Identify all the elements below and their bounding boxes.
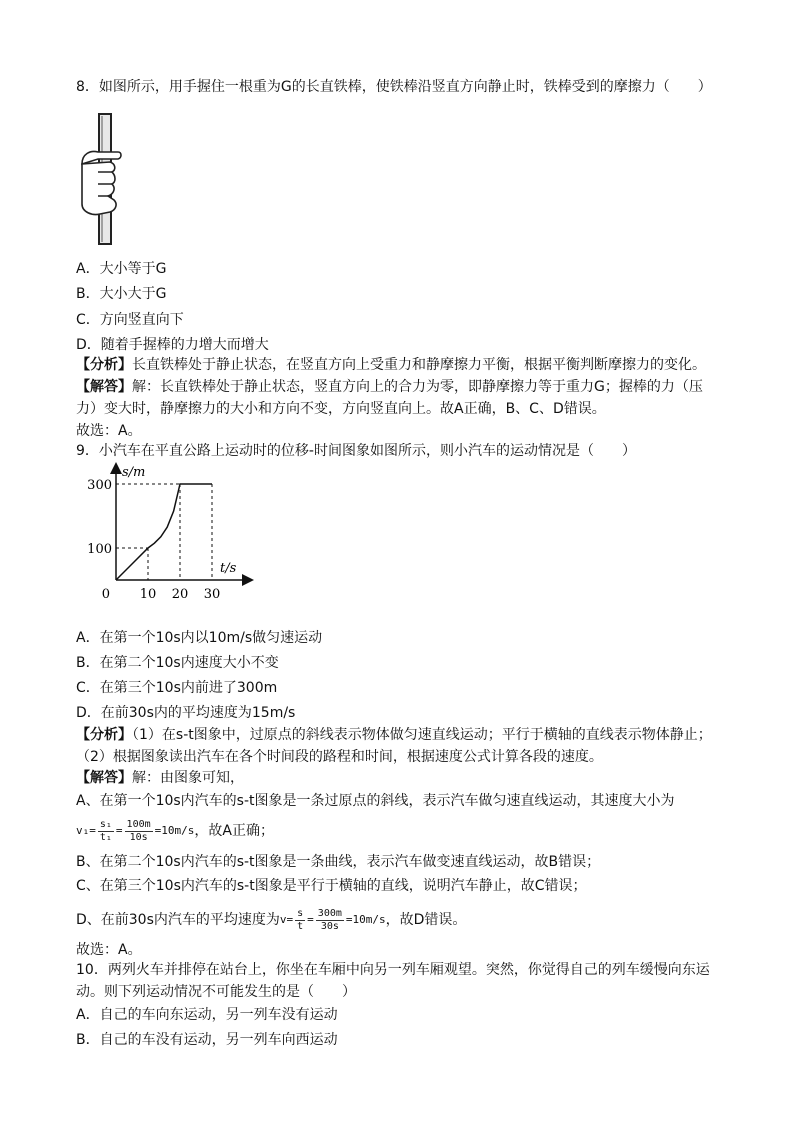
q9-answer-b: B、在第二个10s内汽车的s-t图象是一条曲线，表示汽车做变速直线运动，故B错误；: [76, 854, 601, 870]
q10-option-b: B．自己的车没有运动，另一列车向西运动: [76, 1032, 338, 1048]
q10-stem: 10．两列火车并排停在站台上，你坐在车厢中向另一列车厢观望。突然，你觉得自己的列车缓慢向东运: [76, 962, 710, 978]
q8-option-d: D．随着手握棒的力增大而增大: [76, 337, 269, 353]
formula-tail: ，故A正确；: [194, 823, 274, 839]
x-tick-label: 30: [203, 587, 221, 602]
y-tick-label: 300: [87, 478, 112, 493]
q9-option-b: B．在第二个10s内速度大小不变: [76, 655, 279, 671]
x-tick-label: 0: [101, 587, 110, 602]
q9-option-a: A．在第一个10s内以10m/s做匀速运动: [76, 630, 323, 646]
q10-option-a: A．自己的车向东运动，另一列车没有运动: [76, 1007, 338, 1023]
q9-stem: 9．小汽车在平直公路上运动时的位移-时间图象如图所示，则小汽车的运动情况是（ ）: [76, 443, 636, 459]
q8-choose: 故选：A。: [76, 423, 142, 439]
q9-analysis: [76, 725, 712, 745]
fraction: $\frac{100m}{10s}$: [126, 818, 151, 843]
x-tick-label: 20: [171, 587, 189, 602]
analysis-text: （1）在s-t图象中，过原点的斜线表示物体做匀速直线运动；平行于横轴的直线表示物体静止；: [132, 727, 712, 743]
q8-answer: [76, 377, 703, 397]
q8-analysis: [76, 355, 706, 375]
q8-answer-cont: 力）变大时，静摩擦力的大小和方向不变，方向竖直向上。故A正确，B、C、D错误。: [76, 401, 606, 417]
q8-option-b: B．大小大于G: [76, 286, 167, 302]
q9-formula-v1: v₁= $\frac{\text{s₁}}{\text{t₁}}$ = $\frac{100m}{10s}$ =10m/s ，故A正确；: [76, 818, 274, 843]
q9-option-d: D．在前30s内的平均速度为15m/s: [76, 705, 296, 721]
displacement-time-chart: [80, 460, 260, 610]
q9-analysis-cont: （2）根据图象读出汽车在各个时间段的路程和时间，根据速度公式计算各段的速度。: [76, 749, 603, 765]
q9-answer-c: C、在第三个10s内汽车的s-t图象是平行于横轴的直线，说明汽车静止，故C错误；: [76, 878, 587, 894]
hand-gripping-rod-illustration: [80, 112, 124, 248]
q10-stem-cont: 动。则下列运动情况不可能发生的是（ ）: [76, 984, 356, 1000]
fraction: $\frac{\text{s₁}}{\text{t₁}}$: [99, 818, 112, 843]
answer-tag: 【解答】: [76, 379, 132, 395]
answer-tag: 【解答】: [76, 770, 132, 786]
q9-answer-d: D、在前30s内汽车的平均速度为 v= $\frac{s}{t}$ = $\frac{300m}{30s}$ =10m/s ，故D错误。: [76, 907, 467, 932]
q9-option-c: C．在第三个10s内前进了300m: [76, 680, 278, 696]
q8-stem: 8．如图所示，用手握住一根重为G的长直铁棒，使铁棒沿竖直方向静止时，铁棒受到的摩擦力（ ）: [76, 79, 712, 95]
answer-text: 解：长直铁棒处于静止状态，竖直方向上的合力为零，即静摩擦力等于重力G；握棒的力（压: [132, 379, 703, 395]
fraction: $\frac{s}{t}$: [297, 907, 304, 932]
analysis-text: 长直铁棒处于静止状态，在竖直方向上受重力和静摩擦力平衡，根据平衡判断摩擦力的变化。: [132, 357, 706, 373]
fraction: $\frac{300m}{30s}$: [317, 907, 342, 932]
x-axis-label: t/s: [220, 561, 237, 576]
q9-answer-a: A、在第一个10s内汽车的s-t图象是一条过原点的斜线，表示汽车做匀速直线运动，其速度大小为: [76, 793, 675, 809]
analysis-tag: 【分析】: [76, 727, 132, 743]
y-axis-label: s/m: [122, 465, 146, 480]
formula-lhs: v₁=: [76, 824, 96, 837]
q8-option-a: A．大小等于G: [76, 261, 167, 277]
q8-option-c: C．方向竖直向下: [76, 312, 184, 328]
q9-answer: [76, 768, 244, 788]
q9-choose: 故选：A。: [76, 942, 142, 958]
x-tick-label: 10: [139, 587, 157, 602]
answer-text: 解：由图象可知，: [132, 770, 244, 786]
y-tick-label: 100: [87, 542, 112, 557]
analysis-tag: 【分析】: [76, 357, 132, 373]
series-line: [116, 484, 212, 580]
